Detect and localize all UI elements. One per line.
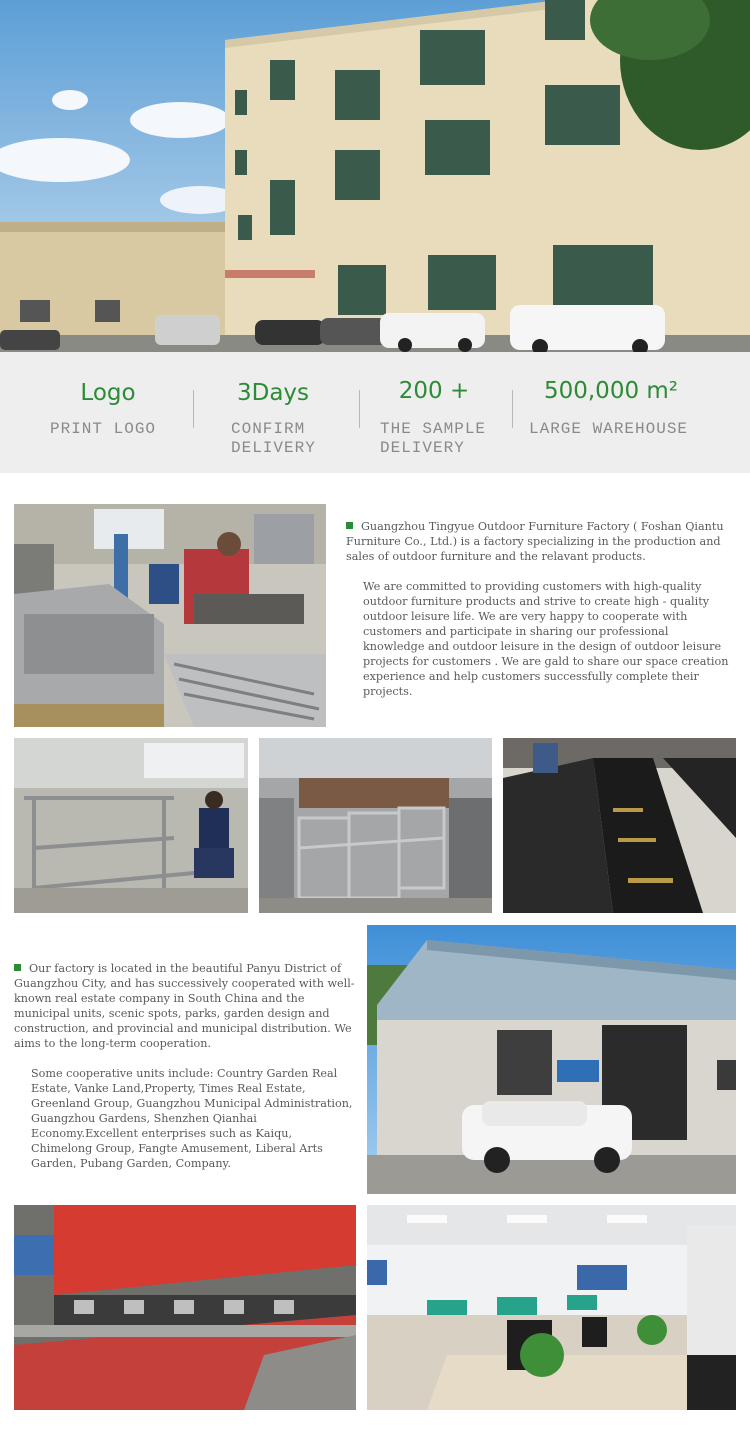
- stat-label-logo: PRINT LOGO: [50, 420, 157, 438]
- finished-panels-photo: [503, 738, 736, 913]
- intro-paragraph-1: Guangzhou Tingyue Outdoor Furniture Factory ( Foshan Qiantu Furniture Co., Ltd.) is a factory specializing in the production and sales of outdoor furniture and the relavant products.: [346, 520, 724, 563]
- office-interior-photo: [367, 1205, 736, 1410]
- stat-value-logo: Logo: [80, 380, 136, 406]
- intro-text: [346, 519, 730, 699]
- worker-frame-photo: [14, 738, 248, 913]
- stat-label-days-line1: CONFIRM: [231, 420, 306, 438]
- warehouse-exterior-photo: [367, 925, 736, 1194]
- stat-value-days: 3Days: [236, 380, 310, 406]
- stat-value-samples: 200 +: [398, 378, 470, 404]
- press-brake-machine-photo: [14, 1205, 356, 1410]
- factory-building-photo: [0, 0, 750, 352]
- green-bullet-icon: [346, 522, 353, 529]
- location-paragraph-2: Some cooperative units include: Country Garden Real Estate, Vanke Land,Property, Times Real Estate, Greenland Group, Guangzhou Municipal Administration, Guangzhou Gardens, Shenzhen Qianhai Economy.Excellent enterprises such as Kaiqu, Chimelong Group, Fangte Amusement, Liberal Arts Garden, Pubang Garden, Company.: [31, 1067, 353, 1170]
- intro-paragraph-2: We are committed to providing customers with high-quality outdoor furniture products and strive to create high - quality outdoor leisure life. We are very happy to cooperate with customers and participate in sharing our professional knowledge and outdoor leisure in the design of outdoor leisure projects for customers . We are gald to share our space creation experience and help customers successfully complete their projects.: [363, 580, 729, 698]
- location-text: [14, 961, 356, 1171]
- stats-band: [0, 352, 750, 473]
- stat-label-samples-line1: THE SAMPLE: [380, 420, 487, 438]
- green-bullet-icon: [14, 964, 21, 971]
- stats-divider: [512, 390, 513, 428]
- workshop-welding-photo: [14, 504, 326, 727]
- stats-divider: [359, 390, 360, 428]
- stat-label-samples-line2: DELIVERY: [380, 439, 465, 457]
- stat-value-warehouse: 500,000 m²: [543, 378, 679, 404]
- stats-divider: [193, 390, 194, 428]
- steel-frames-photo: [259, 738, 492, 913]
- stat-label-days-line2: DELIVERY: [231, 439, 316, 457]
- location-paragraph-1: Our factory is located in the beautiful Panyu District of Guangzhou City, and has successively cooperated with well-known real estate company in South China and the municipal units, scenic spots, parks, garden design and construction, and provincial and municipal distribution. We aims to the long-term cooperation.: [14, 962, 355, 1050]
- stat-label-warehouse: LARGE WAREHOUSE: [529, 420, 689, 438]
